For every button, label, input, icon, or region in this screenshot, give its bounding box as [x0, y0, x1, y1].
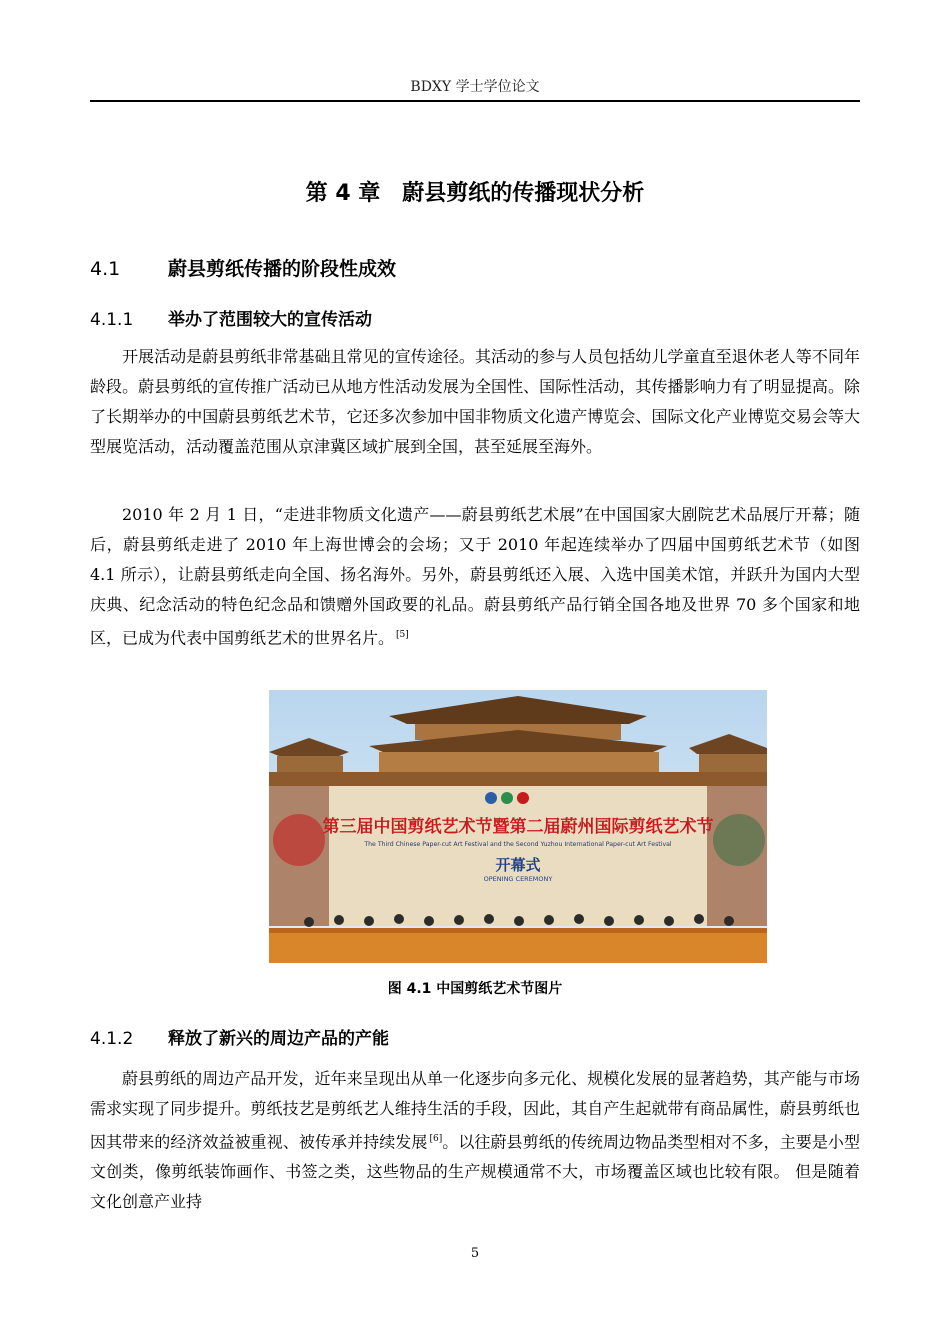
subsection-number: 4.1.2	[90, 1029, 134, 1049]
body-paragraph	[90, 500, 860, 653]
banner-ceremony: 开幕式	[495, 856, 541, 874]
figure-caption: 图 4.1 中国剪纸艺术节图片	[387, 981, 563, 997]
subsection-number: 4.1.1	[90, 310, 134, 330]
body-paragraph	[90, 342, 860, 462]
banner-subtitle: The Third Chinese Paper-cut Art Festival and the Second Yuzhou International Paper-cut Art Festival	[364, 841, 672, 848]
section-title: 蔚县剪纸传播的阶段性成效	[168, 258, 397, 280]
header-rule	[90, 100, 860, 102]
body-paragraph	[90, 1064, 860, 1217]
paragraph-text: 2010 年 2 月 1 日，“走进非物质文化遗产——蔚县剪纸艺术展”在中国国家大剧院艺术品展厅开幕；随后，蔚县剪纸走进了 2010 年上海世博会的会场；又于 2010 年起连续举办了四届中国剪纸艺术节（如图 4.1 所示），让蔚县剪纸走向全国、扬名海外。另外，蔚县剪纸还入展、入选中国美术馆，并跃升为国内大型庆典、纪念活动的特色纪念品和馈赠外国政要的礼品。蔚县剪纸产品行销全国各地及世界 70 多个国家和地区，已成为代表中国剪纸艺术的世界名片。	[90, 505, 860, 648]
subsection-title: 释放了新兴的周边产品的产能	[168, 1029, 389, 1049]
paragraph-text: 开展活动是蔚县剪纸非常基础且常见的宣传途径。其活动的参与人员包括幼儿学童直至退休老人等不同年龄段。蔚县剪纸的宣传推广活动已从地方性活动发展为全国性、国际性活动，其传播影响力有了明显提高。除了长期举办的中国蔚县剪纸艺术节，它还多次参加中国非物质文化遗产博览会、国际文化产业博览交易会等大型展览活动，活动覆盖范围从京津冀区域扩展到全国，甚至延展至海外。	[90, 347, 860, 456]
citation-marker: [5]	[396, 630, 409, 640]
paragraph-text-continued: 。以往蔚县剪纸的传统周边物品类型相对不多，主要是小型文创类，像剪纸装饰画作、书签之类，这些物品的生产规模通常不大，市场覆盖区域也比较有限。 但是随着文化创意产业持	[90, 1132, 860, 1212]
subsection-heading-4-1-2	[90, 1024, 389, 1049]
banner-title: 第三届中国剪纸艺术节暨第二届蔚州国际剪纸艺术节	[322, 817, 714, 837]
paragraph-text: 蔚县剪纸的周边产品开发，近年来呈现出从单一化逐步向多元化、规模化发展的显著趋势，其产能与市场需求实现了同步提升。剪纸技艺是剪纸艺人维持生活的手段，因此，其自产生起就带有商品属性，蔚县剪纸也因其带来的经济效益被重视、被传承并持续发展	[90, 1069, 860, 1152]
section-heading-4-1	[90, 254, 396, 281]
banner-ceremony-en: OPENING CEREMONY	[483, 875, 553, 883]
subsection-title: 举办了范围较大的宣传活动	[168, 310, 372, 330]
subsection-heading-4-1-1	[90, 305, 372, 330]
chapter-title: 第 4 章 蔚县剪纸的传播现状分析	[305, 181, 645, 206]
page-number: 5	[470, 1246, 480, 1261]
festival-photo	[269, 690, 767, 963]
section-number: 4.1	[90, 258, 121, 280]
citation-marker: [6]	[429, 1134, 443, 1144]
running-header: BDXY 学士学位论文	[410, 79, 540, 95]
